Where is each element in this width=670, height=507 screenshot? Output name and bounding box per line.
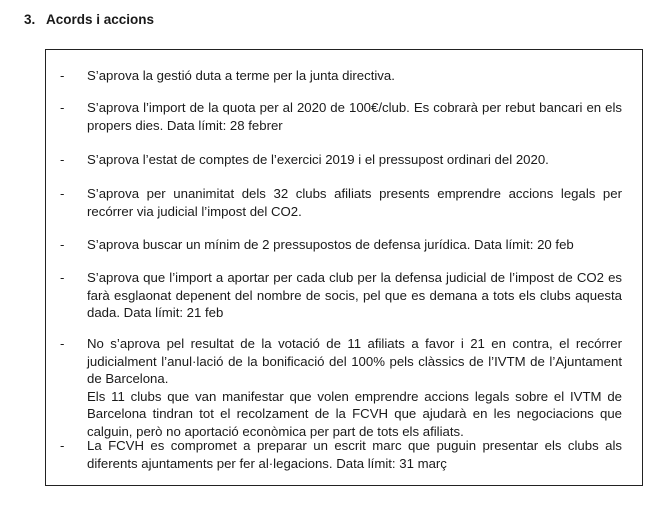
bullet-dash: - xyxy=(60,100,65,115)
item-text: No s’aprova pel resultat de la votació de 11 afiliats a favor i 21 en contra, el recórrer judicialment l’anul·lació de la bonificació del 100% pels clàssics de l’IVTM de l’Ajuntament de Barcelona. xyxy=(87,336,622,386)
item-text: S’aprova l’import de la quota per al 2020 de 100€/club. Es cobrarà per rebut bancari en els propers dies. Data límit: 28 febrer xyxy=(87,100,622,133)
list-item xyxy=(60,185,622,220)
list-item xyxy=(60,151,622,169)
item-text: S’aprova la gestió duta a terme per la junta directiva. xyxy=(87,68,395,83)
bullet-dash: - xyxy=(60,438,65,453)
bullet-dash: - xyxy=(60,186,65,201)
bullet-dash: - xyxy=(60,336,65,351)
section-title: Acords i accions xyxy=(46,12,155,27)
list-item xyxy=(60,67,622,85)
agreements-box xyxy=(45,49,643,486)
list-item xyxy=(60,437,622,472)
section-number: 3. xyxy=(24,12,36,27)
item-text: S’aprova l’estat de comptes de l’exercici 2019 i el pressupost ordinari del 2020. xyxy=(87,152,549,167)
section-heading xyxy=(24,12,154,27)
list-item xyxy=(60,236,622,254)
item-text-continuation: Els 11 clubs que van manifestar que volen emprendre accions legals sobre el IVTM de Barcelona tindran tot el recolzament de la FCVH que ajudarà en les negociacions que calguin, però no aportació econòmica per part de tots els afiliats. xyxy=(87,388,622,439)
list-item xyxy=(60,269,622,322)
bullet-dash: - xyxy=(60,152,65,167)
item-text: S’aprova buscar un mínim de 2 pressupostos de defensa jurídica. Data límit: 20 feb xyxy=(87,237,574,252)
item-text: S’aprova per unanimitat dels 32 clubs afiliats presents emprendre accions legals per recórrer via judicial l’impost del CO2. xyxy=(87,186,622,219)
bullet-dash: - xyxy=(60,237,65,252)
item-text: S’aprova que l’import a aportar per cada club per la defensa judicial de l’impost de CO2 es farà esglaonat depenent del nombre de socis, pel que es demana a tots els clubs aquesta dada. Data límit: 21 feb xyxy=(87,270,622,320)
item-text: La FCVH es compromet a preparar un escrit marc que puguin presentar els clubs als diferents ajuntaments per fer al·legacions. Data límit: 31 març xyxy=(87,438,622,471)
list-item xyxy=(60,99,622,134)
bullet-dash: - xyxy=(60,270,65,285)
bullet-dash: - xyxy=(60,68,65,83)
list-item xyxy=(60,335,622,440)
